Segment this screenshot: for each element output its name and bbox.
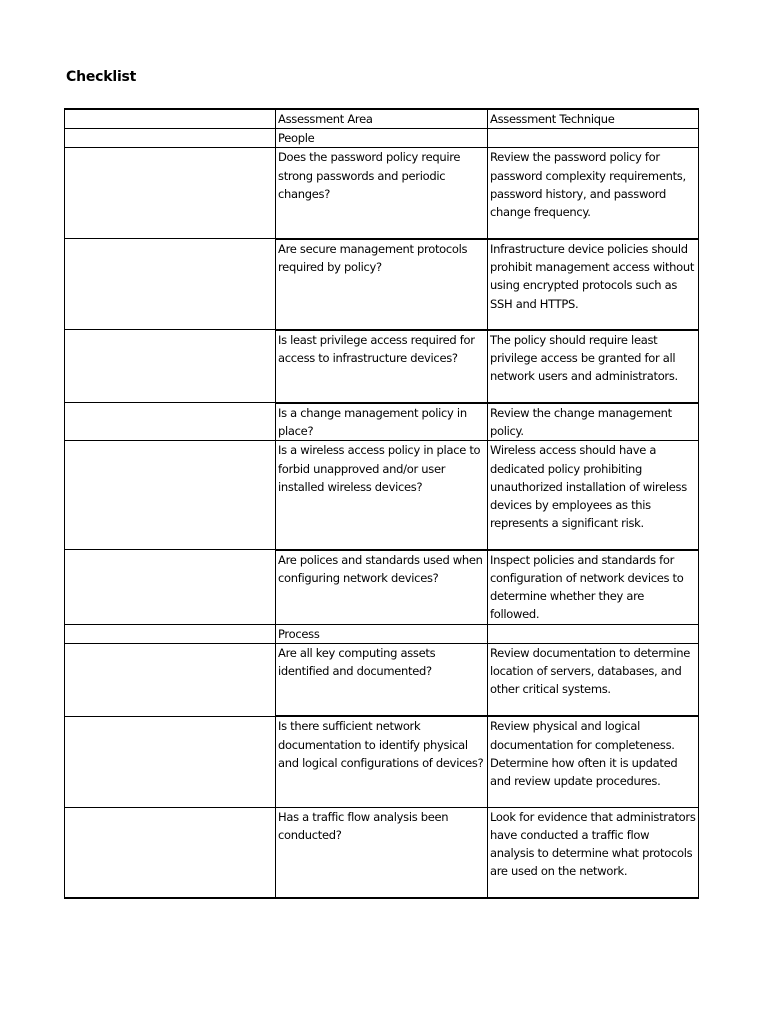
assessment-technique-cell: Review documentation to determine location of servers, databases, and other critical systems. xyxy=(488,643,699,716)
assessment-area-cell: Are polices and standards used when configuring network devices? xyxy=(276,550,488,624)
blank-cell xyxy=(65,129,276,148)
section-row-process xyxy=(65,624,699,643)
assessment-technique-cell: Review the password policy for password complexity requirements, password history, and password change frequency. xyxy=(488,148,699,239)
blank-cell xyxy=(488,624,699,643)
blank-cell xyxy=(65,239,276,330)
blank-cell xyxy=(65,403,276,441)
assessment-area-cell: Does the password policy require strong passwords and periodic changes? xyxy=(276,148,488,239)
assessment-area-cell: Is a change management policy in place? xyxy=(276,403,488,441)
assessment-technique-cell: The policy should require least privilege access be granted for all network users and administrators. xyxy=(488,330,699,403)
page-title: Checklist xyxy=(66,69,137,85)
assessment-technique-cell: Inspect policies and standards for configuration of network devices to determine whether they are followed. xyxy=(488,550,699,624)
assessment-technique-cell: Look for evidence that administrators have conducted a traffic flow analysis to determine what protocols are used on the network. xyxy=(488,807,699,898)
assessment-area-cell: Is a wireless access policy in place to forbid unapproved and/or user installed wireless devices? xyxy=(276,441,488,550)
assessment-technique-cell: Wireless access should have a dedicated policy prohibiting unauthorized installation of wireless devices by employees as this represents a significant risk. xyxy=(488,441,699,550)
blank-cell xyxy=(65,148,276,239)
table-row xyxy=(65,239,699,330)
table-row xyxy=(65,148,699,239)
assessment-technique-cell: Infrastructure device policies should prohibit management access without using encrypted protocols such as SSH and HTTPS. xyxy=(488,239,699,330)
table-row xyxy=(65,716,699,807)
blank-cell xyxy=(65,643,276,716)
assessment-area-cell: Is there sufficient network documentation to identify physical and logical configurations of devices? xyxy=(276,716,488,807)
blank-cell xyxy=(488,129,699,148)
section-label-people: People xyxy=(276,129,488,148)
table-row xyxy=(65,643,699,716)
section-row-people xyxy=(65,129,699,148)
table-row xyxy=(65,807,699,898)
blank-cell xyxy=(65,550,276,624)
table-row xyxy=(65,403,699,441)
table-row xyxy=(65,330,699,403)
table-row xyxy=(65,550,699,624)
assessment-area-header: Assessment Area xyxy=(276,109,488,129)
assessment-technique-header: Assessment Technique xyxy=(488,109,699,129)
blank-header-cell xyxy=(65,109,276,129)
assessment-area-cell: Has a traffic flow analysis been conducted? xyxy=(276,807,488,898)
checklist-table xyxy=(64,108,699,899)
blank-cell xyxy=(65,716,276,807)
blank-cell xyxy=(65,807,276,898)
blank-cell xyxy=(65,624,276,643)
assessment-technique-cell: Review physical and logical documentation for completeness. Determine how often it is updated and review update procedures. xyxy=(488,716,699,807)
blank-cell xyxy=(65,441,276,550)
assessment-technique-cell: Review the change management policy. xyxy=(488,403,699,441)
table-row xyxy=(65,441,699,550)
blank-cell xyxy=(65,330,276,403)
assessment-area-cell: Are all key computing assets identified and documented? xyxy=(276,643,488,716)
assessment-area-cell: Is least privilege access required for access to infrastructure devices? xyxy=(276,330,488,403)
section-label-process: Process xyxy=(276,624,488,643)
table-header-row xyxy=(65,109,699,129)
assessment-area-cell: Are secure management protocols required by policy? xyxy=(276,239,488,330)
